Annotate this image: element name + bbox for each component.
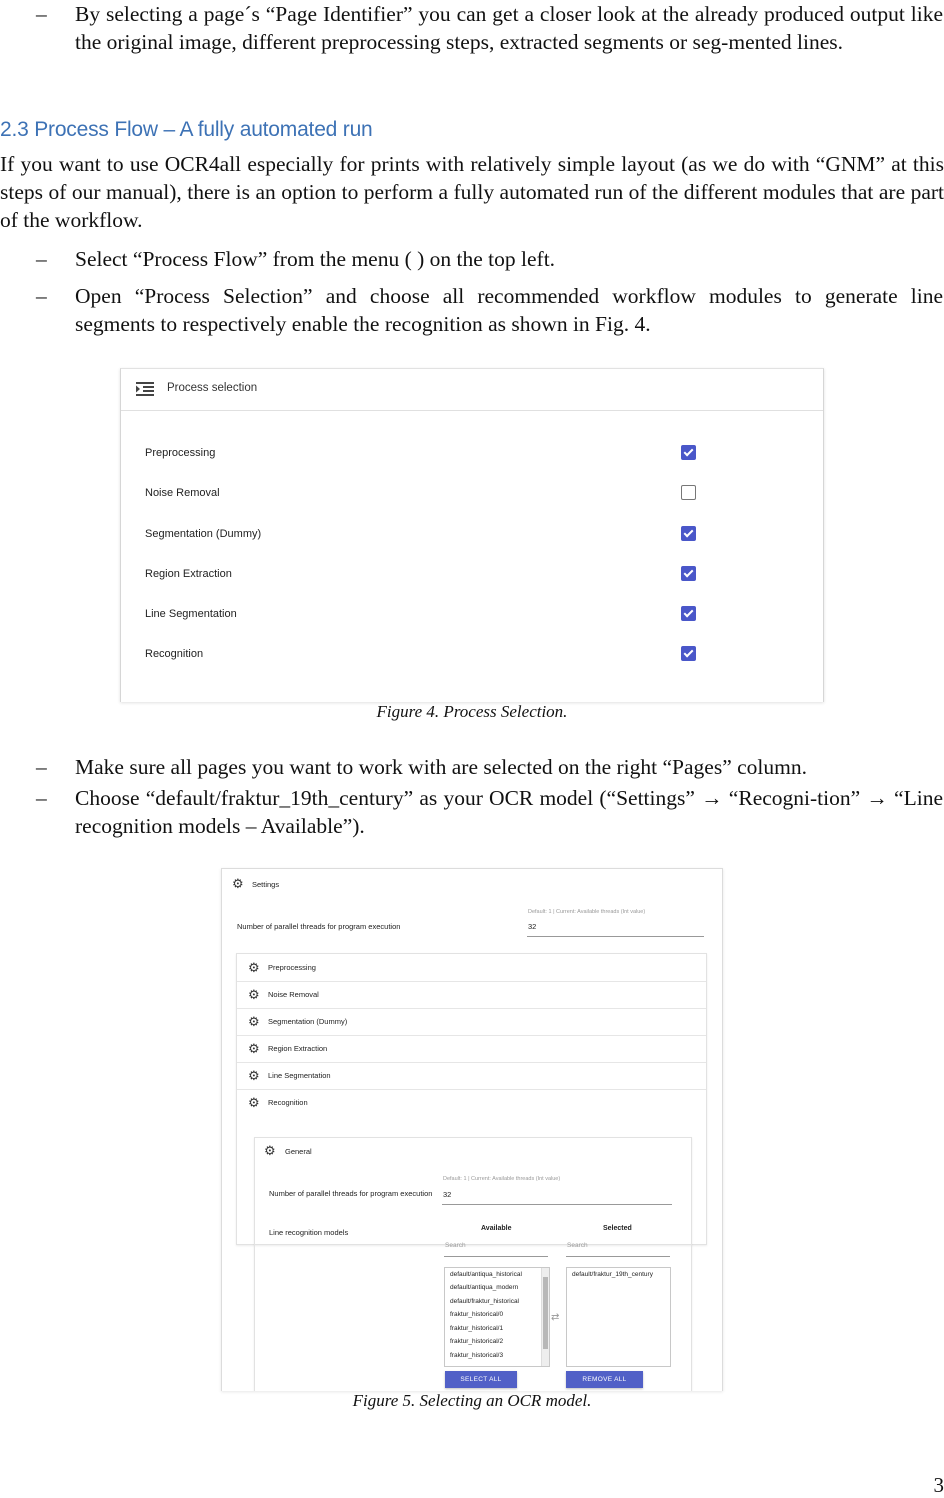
process-label: Segmentation (Dummy): [145, 528, 261, 540]
process-checkbox[interactable]: [681, 485, 696, 500]
process-row-preprocessing[interactable]: [121, 445, 823, 465]
menu-open-icon[interactable]: [136, 381, 154, 397]
available-header: Available: [481, 1225, 511, 1232]
page-number: 3: [934, 1473, 944, 1498]
process-checkbox[interactable]: [681, 445, 696, 460]
available-model-item[interactable]: fraktur_historical/1: [450, 1325, 503, 1332]
bullet-text: Select “Process Flow” from the menu ( ) on the top left.: [75, 245, 943, 273]
module-line-segmentation[interactable]: [237, 1062, 706, 1090]
available-models-list[interactable]: [444, 1267, 550, 1367]
selected-models-list[interactable]: [566, 1267, 671, 1367]
module-preprocessing[interactable]: [237, 954, 706, 982]
gear-icon: ⚙: [264, 1144, 276, 1157]
section-paragraph: If you want to use OCR4all especially for prints with relatively simple layout (as we do with “GNM” at this steps of our manual), there is an option to perform a fully automated run of the different modules that are part of the workflow.: [0, 150, 944, 234]
gear-icon: ⚙: [248, 988, 260, 1001]
available-model-item[interactable]: fraktur_historical/2: [450, 1338, 503, 1345]
process-row-segmentation[interactable]: [121, 526, 823, 546]
scrollbar-thumb[interactable]: [543, 1277, 548, 1349]
general-threads-underline: [442, 1204, 672, 1205]
gear-icon: ⚙: [248, 1069, 260, 1082]
process-row-region-extraction[interactable]: [121, 566, 823, 586]
process-label: Noise Removal: [145, 487, 220, 499]
process-checkbox[interactable]: [681, 566, 696, 581]
bullet-dash: –: [36, 784, 47, 812]
gear-icon: ⚙: [248, 1042, 260, 1055]
module-label: Region Extraction: [268, 1044, 327, 1053]
module-label: Segmentation (Dummy): [268, 1017, 347, 1026]
bullet-dash: –: [36, 0, 47, 28]
process-label: Line Segmentation: [145, 608, 237, 620]
process-row-line-segmentation[interactable]: [121, 606, 823, 626]
available-search-input[interactable]: Search: [445, 1242, 466, 1249]
gear-icon: ⚙: [248, 961, 260, 974]
module-label: Noise Removal: [268, 990, 319, 999]
process-label: Preprocessing: [145, 447, 215, 459]
available-model-item[interactable]: fraktur_historical/3: [450, 1352, 503, 1359]
module-label: Recognition: [268, 1098, 308, 1107]
bullet-text: Make sure all pages you want to work with are selected on the right “Pages” column.: [75, 753, 943, 781]
process-row-noise-removal[interactable]: [121, 485, 823, 505]
figure-4-caption: Figure 4. Process Selection.: [0, 702, 944, 722]
available-model-item[interactable]: fraktur_historical/0: [450, 1311, 503, 1318]
general-title: General: [285, 1147, 312, 1156]
threads-hint: Default: 1 | Current: Available threads (Int value): [528, 909, 645, 915]
module-noise-removal[interactable]: [237, 981, 706, 1009]
figure-process-selection: [120, 368, 824, 702]
selected-search-input[interactable]: Search: [567, 1242, 588, 1249]
general-threads-input[interactable]: 32: [443, 1190, 451, 1199]
available-model-item[interactable]: default/antiqua_modern: [450, 1284, 518, 1291]
threads-input[interactable]: 32: [528, 922, 536, 931]
general-threads-label: Number of parallel threads for program execution: [269, 1189, 432, 1198]
module-recognition[interactable]: [237, 1089, 706, 1116]
figure-settings: [221, 868, 723, 1391]
process-checkbox[interactable]: [681, 526, 696, 541]
swap-arrows-icon: ⇄: [551, 1312, 559, 1323]
module-label: Preprocessing: [268, 963, 316, 972]
select-all-button[interactable]: SELECT ALL: [445, 1371, 517, 1388]
bullet-text: Open “Process Selection” and choose all recommended workflow modules to generate line segments to respectively enable the recognition as shown in Fig. 4.: [75, 282, 943, 338]
process-checkbox[interactable]: [681, 646, 696, 661]
selected-header: Selected: [603, 1225, 632, 1232]
process-label: Region Extraction: [145, 568, 232, 580]
gear-icon: ⚙: [248, 1015, 260, 1028]
intro-bullet-text: By selecting a page´s “Page Identifier” you can get a closer look at the already produced output like the original image, different preprocessing steps, extracted segments or seg-mented lines.: [75, 0, 943, 56]
bullet-dash: –: [36, 245, 47, 273]
process-label: Recognition: [145, 648, 203, 660]
line-recognition-models-label: Line recognition models: [269, 1228, 348, 1237]
bullet-dash: –: [36, 282, 47, 310]
selected-model-item[interactable]: default/fraktur_19th_century: [572, 1271, 653, 1278]
settings-title: Settings: [252, 880, 279, 889]
process-selection-title: Process selection: [167, 382, 257, 394]
threads-label: Number of parallel threads for program execution: [237, 922, 400, 931]
bullet-dash: –: [36, 753, 47, 781]
module-label: Line Segmentation: [268, 1071, 331, 1080]
available-search-underline: [444, 1256, 548, 1257]
threads-input-underline: [527, 936, 704, 937]
remove-all-button[interactable]: REMOVE ALL: [566, 1371, 643, 1388]
available-model-item[interactable]: default/fraktur_historical: [450, 1298, 519, 1305]
gear-icon: ⚙: [232, 877, 244, 890]
gear-icon: ⚙: [248, 1096, 260, 1109]
selected-search-underline: [566, 1256, 670, 1257]
process-checkbox[interactable]: [681, 606, 696, 621]
module-region-extraction[interactable]: [237, 1035, 706, 1063]
available-list-scrollbar[interactable]: [541, 1268, 549, 1366]
figure-5-caption: Figure 5. Selecting an OCR model.: [0, 1391, 944, 1411]
bullet-text: Choose “default/fraktur_19th_century” as your OCR model (“Settings” → “Recogni-tion” → “Line recognition models – Available”).: [75, 784, 943, 840]
section-heading: 2.3 Process Flow – A fully automated run: [0, 118, 373, 142]
general-threads-hint: Default: 1 | Current: Available threads (Int value): [443, 1176, 560, 1182]
module-segmentation[interactable]: [237, 1008, 706, 1036]
process-row-recognition[interactable]: [121, 646, 823, 666]
available-model-item[interactable]: default/antiqua_historical: [450, 1271, 522, 1278]
process-selection-header: [121, 369, 823, 411]
